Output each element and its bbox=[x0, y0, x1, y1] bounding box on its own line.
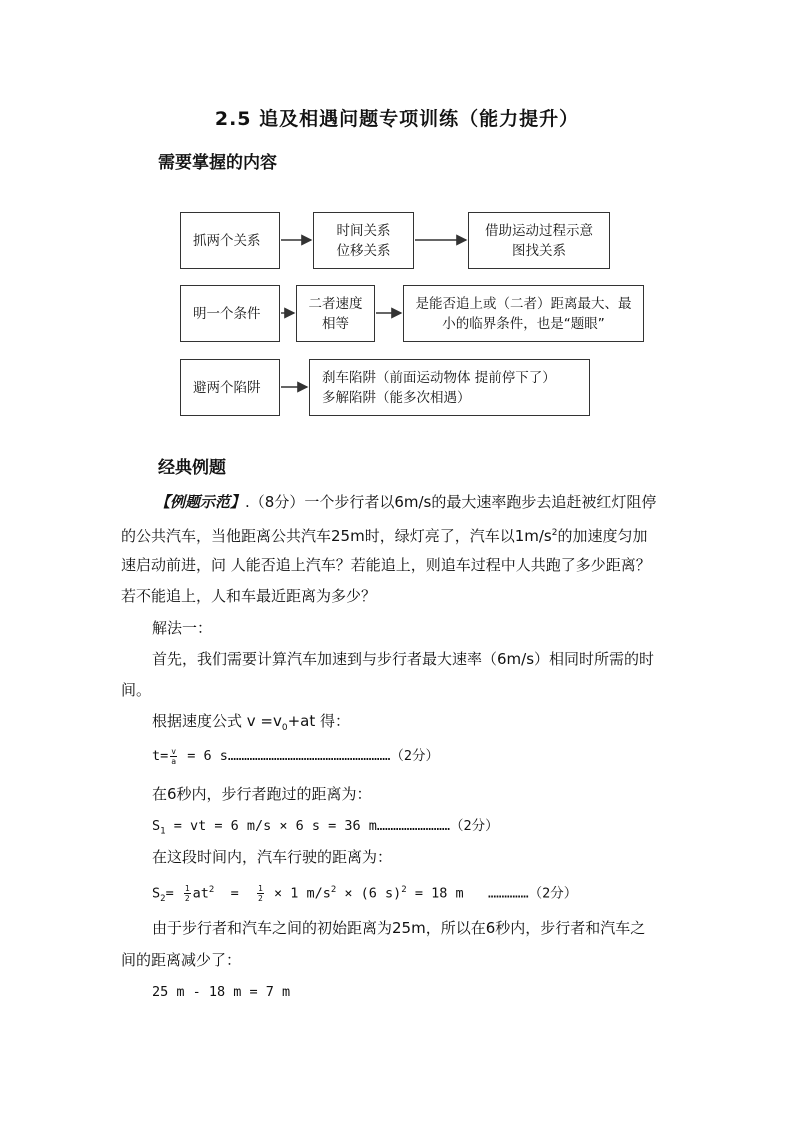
example-line-1 bbox=[155, 492, 656, 512]
diagram-box-trap-details bbox=[309, 359, 590, 416]
solution-method-label: 解法一： bbox=[152, 619, 213, 637]
diagram-label: 明一个条件 bbox=[193, 305, 261, 322]
fraction-half-2: $\frac{1}{2}$ bbox=[257, 884, 263, 903]
diagram-box-traps bbox=[180, 359, 280, 416]
fraction-v-over-a: $\frac{v}{a}$ bbox=[171, 746, 177, 766]
equation-s2: $S_2=$ $\frac{1}{2}$ $at^2$ = $\frac{1}{2}$ × 1 $m/s^2 \times (6$ s)$^2$ = 18 m ……………（2分） bbox=[152, 884, 578, 905]
solution-para-5a: 由于步行者和汽车之间的初始距离为25m，所以在6秒内，步行者和汽车之 bbox=[152, 919, 646, 937]
diagram-label: 小的临界条件，也是“题眼” bbox=[442, 315, 605, 332]
diagram-box-equal-speed bbox=[296, 285, 375, 342]
diagram-label: 多解陷阱（能多次相遇） bbox=[322, 389, 471, 406]
page-title: 2.5 追及相遇问题专项训练（能力提升） bbox=[214, 108, 580, 130]
diagram-label: 刹车陷阱（前面运动物体 提前停下了） bbox=[322, 369, 556, 386]
example-line-4: 若不能追上，人和车最近距离为多少？ bbox=[121, 587, 377, 605]
solution-para-1a: 首先，我们需要计算汽车加速到与步行者最大速率（6m/s）相同时所需的时 bbox=[152, 650, 655, 668]
diagram-box-critical-condition bbox=[403, 285, 644, 342]
diagram-label: 位移关系 bbox=[336, 242, 391, 259]
diagram-label: 图找关系 bbox=[512, 242, 566, 259]
diagram-label: 相等 bbox=[322, 315, 349, 332]
solution-para-1b: 间。 bbox=[121, 681, 152, 699]
diagram-label: 避两个陷阱 bbox=[193, 379, 261, 396]
diagram-label: 借助运动过程示意 bbox=[485, 222, 593, 239]
diagram-box-relations bbox=[180, 212, 280, 269]
fraction-half: $\frac{1}{2}$ bbox=[184, 884, 190, 903]
diagram-label: 抓两个关系 bbox=[193, 232, 261, 249]
example-line-3: 速启动前进，问 人能否追上汽车？若能追上，则追车过程中人共跑了多少距离？ bbox=[121, 556, 651, 574]
equation-s1: $S_1$ = vt = 6 m/s × 6 s = 36 m………………………（2分） bbox=[152, 818, 499, 837]
equation-time: t= $\frac{v}{a}$ = 6 s……………………………………………………（2分） bbox=[152, 746, 440, 766]
diagram-label: 是能否追上或（二者）距离最大、最 bbox=[415, 295, 632, 312]
equation-difference: 25 m - 18 m = 7 m bbox=[152, 984, 291, 1000]
solution-para-4: 在这段时间内，汽车行驶的距离为： bbox=[152, 848, 393, 866]
diagram-box-condition bbox=[180, 285, 280, 342]
example-line-2: 的公共汽车，当他距离公共汽车25m时，绿灯亮了，汽车以$1m/s^2$的加速度匀加 bbox=[121, 527, 648, 545]
diagram-label: 时间关系 bbox=[336, 222, 391, 239]
diagram-label: 二者速度 bbox=[308, 295, 363, 312]
section-heading-content: 需要掌握的内容 bbox=[158, 153, 277, 173]
example-tag: 【例题示范】 bbox=[155, 493, 246, 511]
diagram-box-motion-diagram bbox=[468, 212, 610, 269]
solution-para-2: 根据速度公式 $v =v_0+at$ 得： bbox=[152, 712, 351, 733]
diagram-box-time-displacement bbox=[313, 212, 414, 269]
section-heading-examples: 经典例题 bbox=[158, 458, 226, 478]
solution-para-5b: 间的距离减少了： bbox=[121, 951, 242, 969]
example-text: .（8分）一个步行者以6m/s的最大速率跑步去追赶被红灯阻停 bbox=[245, 493, 657, 511]
solution-para-3: 在6秒内，步行者跑过的距离为： bbox=[152, 785, 372, 803]
